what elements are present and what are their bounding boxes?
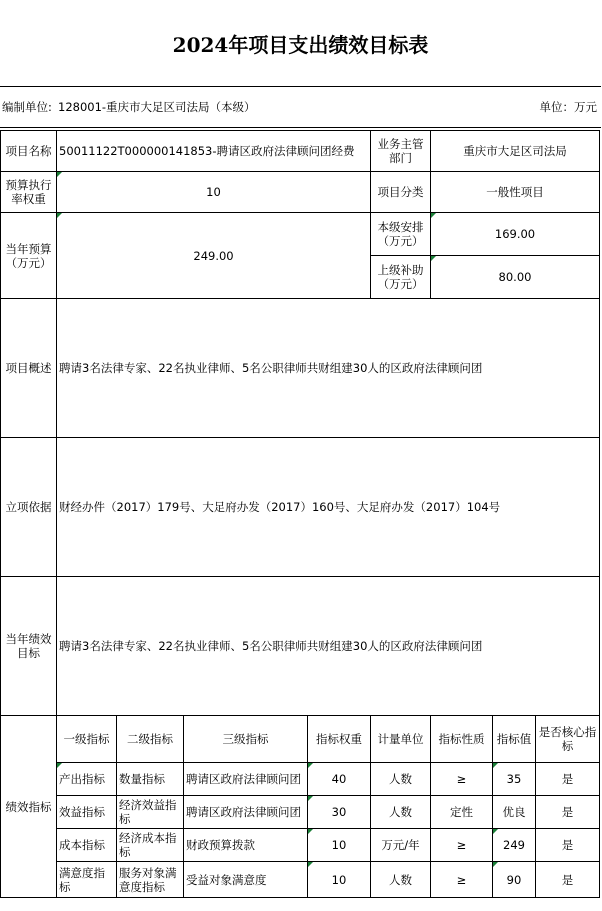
indicator-cell: 聘请区政府法律顾问团	[184, 796, 308, 829]
indicator-cell: 受益对象满意度	[184, 862, 308, 898]
indicator-cell: ≥	[431, 763, 493, 796]
upper-value: 80.00	[431, 256, 600, 299]
currency-unit: 单位：万元	[539, 100, 597, 114]
indicator-header: 计量单位	[371, 716, 431, 763]
indicator-cell: 是	[536, 763, 600, 796]
org-unit-value: 128001-重庆市大足区司法局（本级）	[58, 100, 256, 114]
indicator-row	[1, 829, 600, 862]
indicator-cell: 是	[536, 796, 600, 829]
indicator-row	[1, 763, 600, 796]
indicator-header: 是否核心指标	[536, 716, 600, 763]
overview-value: 聘请3名法律专家、22名执业律师、5名公职律师共财组建30人的区政府法律顾问团	[57, 299, 600, 438]
local-value: 169.00	[431, 213, 600, 256]
indicator-row	[1, 796, 600, 829]
indicator-cell: ≥	[431, 862, 493, 898]
indicator-cell: 10	[308, 862, 371, 898]
indicator-cell: 万元/年	[371, 829, 431, 862]
weight-value: 10	[57, 172, 371, 213]
indicator-cell: 满意度指标	[57, 862, 117, 898]
indicator-cell: 90	[493, 862, 536, 898]
upper-label: 上级补助（万元）	[371, 256, 431, 299]
sheet-title: 2024年项目支出绩效目标表	[0, 0, 601, 87]
goal-label: 当年绩效目标	[1, 577, 57, 716]
indicator-cell: 40	[308, 763, 371, 796]
budget-value: 249.00	[57, 213, 371, 299]
project-name-value: 50011122T000000141853-聘请区政府法律顾问团经费	[57, 131, 371, 172]
indicator-cell: 249	[493, 829, 536, 862]
indicator-header: 一级指标	[57, 716, 117, 763]
project-table	[0, 130, 600, 898]
indicator-header: 指标权重	[308, 716, 371, 763]
local-label: 本级安排（万元）	[371, 213, 431, 256]
indicator-cell: 30	[308, 796, 371, 829]
category-label: 项目分类	[371, 172, 431, 213]
indicator-cell: 财政预算拨款	[184, 829, 308, 862]
indicator-cell: 数量指标	[117, 763, 184, 796]
dept-value: 重庆市大足区司法局	[431, 131, 600, 172]
indicator-cell: 是	[536, 862, 600, 898]
indicator-cell: 产出指标	[57, 763, 117, 796]
indicator-cell: 效益指标	[57, 796, 117, 829]
indicator-cell: 35	[493, 763, 536, 796]
indicator-cell: 定性	[431, 796, 493, 829]
org-unit-label: 编制单位:	[2, 100, 52, 114]
indicator-header: 二级指标	[117, 716, 184, 763]
weight-label: 预算执行率权重	[1, 172, 57, 213]
basis-label: 立项依据	[1, 438, 57, 577]
indicator-header: 三级指标	[184, 716, 308, 763]
budget-label: 当年预算（万元）	[1, 213, 57, 299]
indicator-cell: 聘请区政府法律顾问团	[184, 763, 308, 796]
indicator-cell: 是	[536, 829, 600, 862]
indicator-header: 指标值	[493, 716, 536, 763]
indicator-cell: 优良	[493, 796, 536, 829]
indicator-cell: ≥	[431, 829, 493, 862]
indicators-label: 绩效指标	[1, 716, 57, 898]
indicator-cell: 人数	[371, 763, 431, 796]
indicator-cell: 经济成本指标	[117, 829, 184, 862]
indicator-cell: 经济效益指标	[117, 796, 184, 829]
indicator-cell: 10	[308, 829, 371, 862]
overview-label: 项目概述	[1, 299, 57, 438]
project-name-label: 项目名称	[1, 131, 57, 172]
indicator-cell: 人数	[371, 862, 431, 898]
indicator-row	[1, 862, 600, 898]
unit-row	[0, 87, 601, 128]
basis-value: 财经办件（2017）179号、大足府办发（2017）160号、大足府办发（2017）104号	[57, 438, 600, 577]
indicator-cell: 服务对象满意度指标	[117, 862, 184, 898]
dept-label: 业务主管部门	[371, 131, 431, 172]
indicator-cell: 人数	[371, 796, 431, 829]
indicator-header: 指标性质	[431, 716, 493, 763]
indicator-cell: 成本指标	[57, 829, 117, 862]
category-value: 一般性项目	[431, 172, 600, 213]
goal-value: 聘请3名法律专家、22名执业律师、5名公职律师共财组建30人的区政府法律顾问团	[57, 577, 600, 716]
